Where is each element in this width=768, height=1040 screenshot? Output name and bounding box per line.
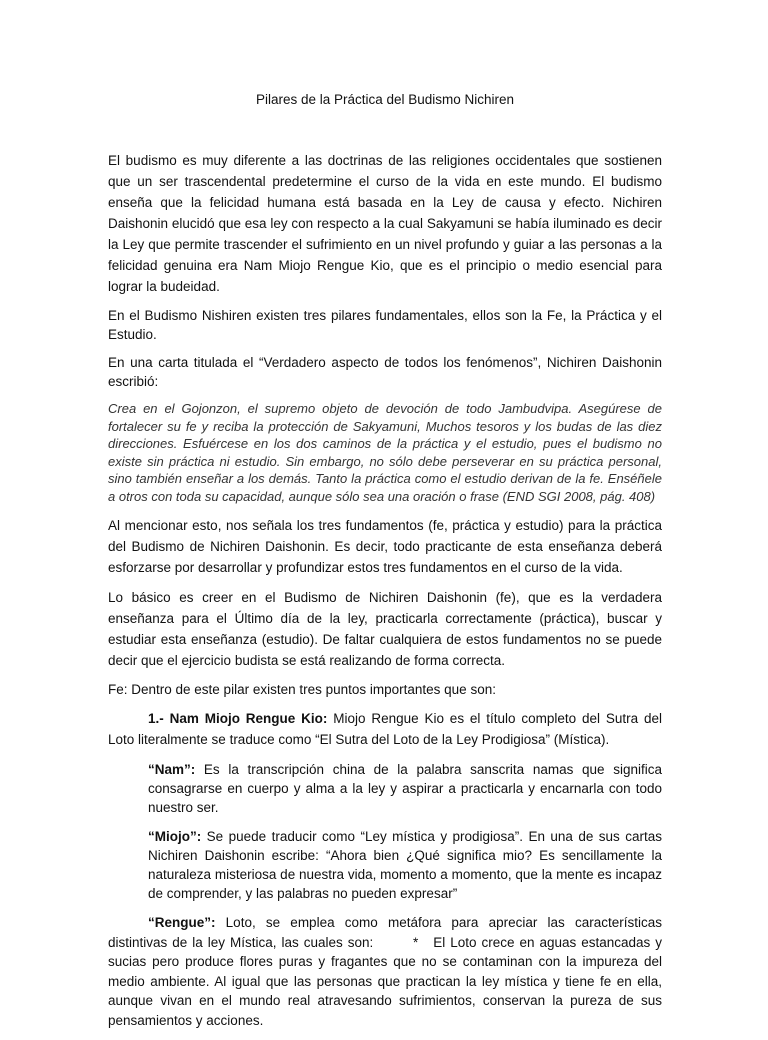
paragraph-pillars: En el Budismo Nishiren existen tres pilares fundamentales, ellos son la Fe, la Práctica y el Estudio. (108, 308, 662, 342)
miojo-heading: “Miojo”: (148, 829, 202, 844)
paragraph-fundamentals: Al mencionar esto, nos señala los tres fundamentos (fe, práctica y estudio) para la práctica del Budismo de Nichiren Daishonin. Es decir, todo practicante de esta enseñanza deberá esforzarse por desarrollar y profundizar estos tres fundamentos en el curso de la vida. (108, 518, 662, 575)
paragraph-intro: El budismo es muy diferente a las doctrinas de las religiones occidentales que sostienen que un ser trascendental predetermine el curso de la vida en este mundo. El budismo enseña que la felicidad humana está basada en la Ley de causa y efecto. Nichiren Daishonin elucidó que esa ley con respecto a la cual Sakyamuni se había iluminado es decir la Ley que permite trascender el sufrimiento en un nivel profundo y guiar a las personas a la felicidad genuina era Nam Miojo Rengue Kio, que es el principio o medio esencial para lograr la budeidad. (108, 153, 662, 294)
rengue-text: Loto, se emplea como metáfora para apreciar las características distintivas de la ley Mística, las cuales son: * El Loto crece en aguas estancadas y sucias pero produce flores puras y fragantes que no se contaminan con la impureza del medio ambiente. Al igual que las personas que practican la ley mística y tiene fe en ella, aunque vivan en el mundo real atravesando sufrimientos, conservan la pureza de sus pensamientos y acciones. (108, 915, 666, 1028)
document-page (108, 0, 666, 1028)
paragraph-letter-intro: En una carta titulada el “Verdadero aspecto de todos los fenómenos”, Nichiren Daishonin escribió: (108, 355, 662, 389)
document-body (108, 150, 666, 1040)
list-item-nam-miojo (108, 708, 662, 750)
term-miojo (108, 827, 662, 903)
miojo-text: Se puede traducir como “Ley mística y prodigiosa”. En una de sus cartas Nichiren Daishonin escribe: “Ahora bien ¿Qué significa mio? Es sencillamente la naturaleza misteriosa de nuestra vida, momento a momento, que la mente es incapaz de comprender, y las palabras no pueden expresar” (148, 829, 662, 901)
rengue-heading: “Rengue”: (148, 915, 216, 930)
paragraph-basics: Lo básico es creer en el Budismo de Nichiren Daishonin (fe), que es la verdadera enseñanza para el Último día de la ley, practicarla correctamente (práctica), buscar y estudiar esta enseñanza (estudio). De faltar cualquiera de estos fundamentos no se puede decir que el ejercicio budista se está realizando de forma correcta. (108, 590, 662, 668)
nam-heading: “Nam”: (148, 762, 196, 777)
item1-text: Miojo Rengue Kio es el título completo del Sutra del Loto literalmente se traduce como “El Sutra del Loto de la Ley Prodigiosa” (Mística). (108, 711, 662, 747)
term-nam (108, 760, 662, 817)
item1-heading: 1.- Nam Miojo Rengue Kio: (148, 711, 328, 726)
document-title: Pilares de la Práctica del Budismo Nichiren (255, 92, 515, 107)
nam-text: Es la transcripción china de la palabra sanscrita namas que significa consagrarse en cuerpo y alma a la ley y aspirar a practicarla y encarnarla con todo nuestro ser. (148, 762, 662, 815)
term-rengue (108, 913, 666, 1030)
paragraph-faith: Fe: Dentro de este pilar existen tres puntos importantes que son: (108, 682, 496, 697)
quote-block: Crea en el Gojonzon, el supremo objeto de devoción de todo Jambudvipa. Asegúrese de fortalecer su fe y reciba la protección de Sakyamuni, Muchos tesoros y los budas de las diez direcciones. Esfuércese en los dos caminos de la práctica y el estudio, pues el budismo no existe sin práctica ni estudio. Sin embargo, no sólo debe perseverar en su práctica personal, sino también enseñar a los demás. Tanto la práctica como el estudio derivan de la fe. Enséñele a otros con toda su capacidad, aunque sólo sea una oración o frase (END SGI 2008, pág. 408) (108, 401, 662, 504)
